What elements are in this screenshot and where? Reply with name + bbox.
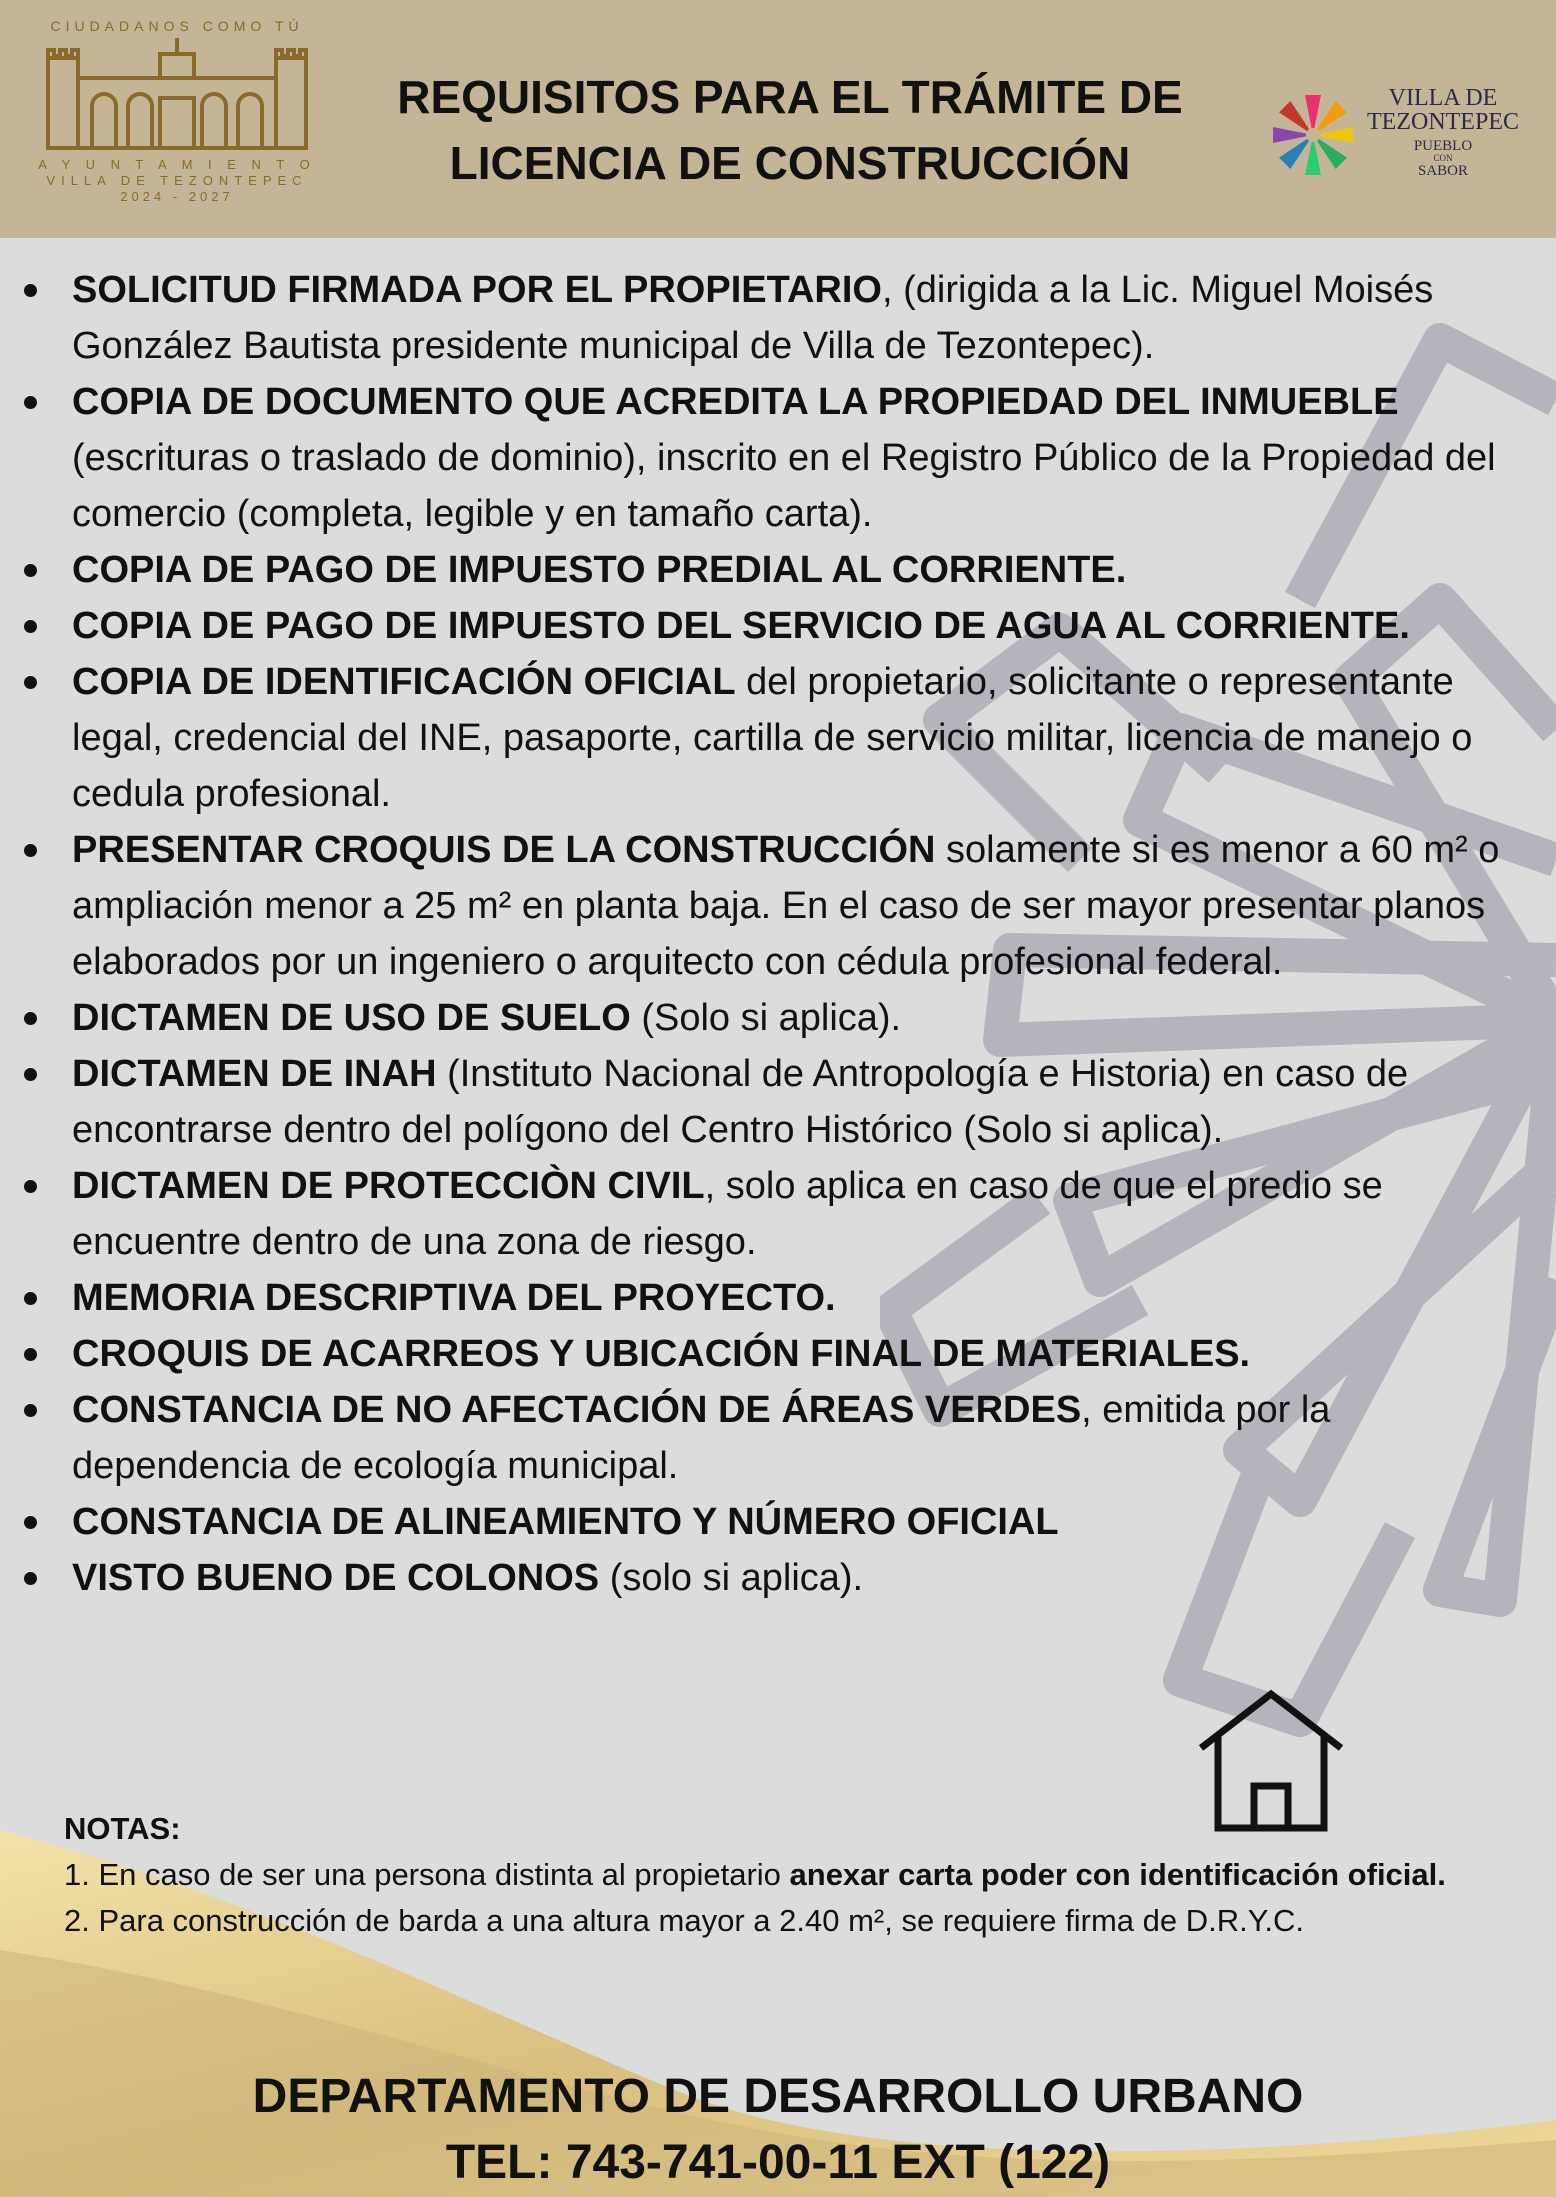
requirement-item xyxy=(20,1158,1540,1270)
note-1 xyxy=(64,1852,1554,1898)
logo-slogan: CIUDADANOS COMO TÚ xyxy=(50,18,304,34)
footer xyxy=(0,2064,1556,2196)
note-1-bold: anexar carta poder con identificación oficial. xyxy=(789,1857,1446,1892)
logo-right-line-4: CON xyxy=(1433,153,1453,163)
requirements-list xyxy=(20,262,1540,1606)
ayuntamiento-logo xyxy=(34,18,320,218)
logo-right-name xyxy=(1358,86,1528,134)
requirement-item xyxy=(20,990,1540,1046)
header-banner xyxy=(0,0,1556,238)
requirement-item xyxy=(20,654,1540,822)
title-line-2: LICENCIA DE CONSTRUCCIÓN xyxy=(449,137,1131,189)
requirement-item xyxy=(20,1046,1540,1158)
requirement-title: DICTAMEN DE INAH xyxy=(72,1053,437,1095)
requirement-detail: del propietario, solicitante o representante legal, credencial del INE, pasaporte, cartilla de servicio militar, licencia de manejo o cedula profesional. xyxy=(72,661,1473,815)
requirement-title: CONSTANCIA DE ALINEAMIENTO Y NÚMERO OFICIAL xyxy=(72,1501,1059,1543)
requirement-title: CONSTANCIA DE NO AFECTACIÓN DE ÁREAS VERDES xyxy=(72,1389,1082,1431)
requirement-title: COPIA DE PAGO DE IMPUESTO PREDIAL AL CORRIENTE. xyxy=(72,549,1127,591)
requirement-item xyxy=(20,1382,1540,1494)
palace-icon xyxy=(42,34,312,152)
villa-tezontepec-logo xyxy=(1268,80,1538,190)
requirement-detail: (Instituto Nacional de Antropología e Historia) en caso de encontrarse dentro del polígono del Centro Histórico (Solo si aplica). xyxy=(72,1053,1409,1151)
requirement-detail: (solo si aplica). xyxy=(599,1557,864,1599)
note-1-text: 1. En caso de ser una persona distinta al propietario xyxy=(64,1857,790,1892)
requirement-item xyxy=(20,542,1540,598)
colorful-flower-icon xyxy=(1268,90,1358,180)
requirement-detail: solamente si es menor a 60 m² o ampliación menor a 25 m² en planta baja. En el caso de ser mayor presentar planos elaborados por un ingeniero o arquitecto con cédula profesional federal. xyxy=(72,829,1500,983)
requirement-item xyxy=(20,1270,1540,1326)
logo-ayuntamiento-text: A Y U N T A M I E N T O xyxy=(38,157,316,172)
note-2: 2. Para construcción de barda a una altura mayor a 2.40 m², se requiere firma de D.R.Y.C. xyxy=(64,1903,1305,1938)
logo-right-line-1: VILLA DE xyxy=(1388,85,1498,111)
requirement-item xyxy=(20,1326,1540,1382)
requirement-title: DICTAMEN DE PROTECCIÒN CIVIL xyxy=(72,1165,705,1207)
requirement-detail: , solo aplica en caso de que el predio se encuentre dentro de una zona de riesgo. xyxy=(72,1165,1383,1263)
requirement-title: DICTAMEN DE USO DE SUELO xyxy=(72,997,631,1039)
requirement-detail: (escrituras o traslado de dominio), inscrito en el Registro Público de la Propiedad del comercio (completa, legible y en tamaño carta). xyxy=(72,437,1496,535)
page-title xyxy=(330,64,1250,196)
requirement-item xyxy=(20,822,1540,990)
requirement-title: COPIA DE IDENTIFICACIÓN OFICIAL xyxy=(72,661,736,703)
logo-right-line-5: SABOR xyxy=(1417,163,1469,179)
requirement-title: COPIA DE DOCUMENTO QUE ACREDITA LA PROPIEDAD DEL INMUEBLE xyxy=(72,381,1399,423)
requirement-item xyxy=(20,1550,1540,1606)
logo-right-slogan xyxy=(1358,138,1528,179)
logo-years: 2024 - 2027 xyxy=(120,189,234,204)
title-line-1: REQUISITOS PARA EL TRÁMITE DE xyxy=(397,71,1183,123)
phone-number: TEL: 743-741-00-11 EXT (122) xyxy=(445,2136,1111,2189)
requirement-title: SOLICITUD FIRMADA POR EL PROPIETARIO xyxy=(72,269,882,311)
requirement-item xyxy=(20,262,1540,374)
logo-villa-text: VILLA DE TEZONTEPEC xyxy=(46,173,308,188)
notes-section xyxy=(64,1806,1554,1944)
requirement-title: MEMORIA DESCRIPTIVA DEL PROYECTO. xyxy=(72,1277,836,1319)
requirement-detail: (Solo si aplica). xyxy=(630,997,902,1039)
department-name: DEPARTAMENTO DE DESARROLLO URBANO xyxy=(252,2070,1304,2123)
requirement-title: CROQUIS DE ACARREOS Y UBICACIÓN FINAL DE MATERIALES. xyxy=(72,1333,1251,1375)
requirement-title: COPIA DE PAGO DE IMPUESTO DEL SERVICIO DE AGUA AL CORRIENTE. xyxy=(72,605,1410,647)
requirement-item xyxy=(20,598,1540,654)
requirement-item xyxy=(20,1494,1540,1550)
logo-right-line-2: TEZONTEPEC xyxy=(1367,109,1519,135)
requirement-title: PRESENTAR CROQUIS DE LA CONSTRUCCIÓN xyxy=(72,829,936,871)
requirement-detail: , emitida por la dependencia de ecología municipal. xyxy=(72,1389,1331,1487)
requirement-item xyxy=(20,374,1540,542)
requirement-title: VISTO BUENO DE COLONOS xyxy=(72,1557,600,1599)
requirement-detail: , (dirigida a la Lic. Miguel Moisés González Bautista presidente municipal de Villa de Tezontepec). xyxy=(72,269,1434,367)
notes-label: NOTAS: xyxy=(64,1811,181,1846)
logo-right-line-3: PUEBLO xyxy=(1413,138,1473,154)
